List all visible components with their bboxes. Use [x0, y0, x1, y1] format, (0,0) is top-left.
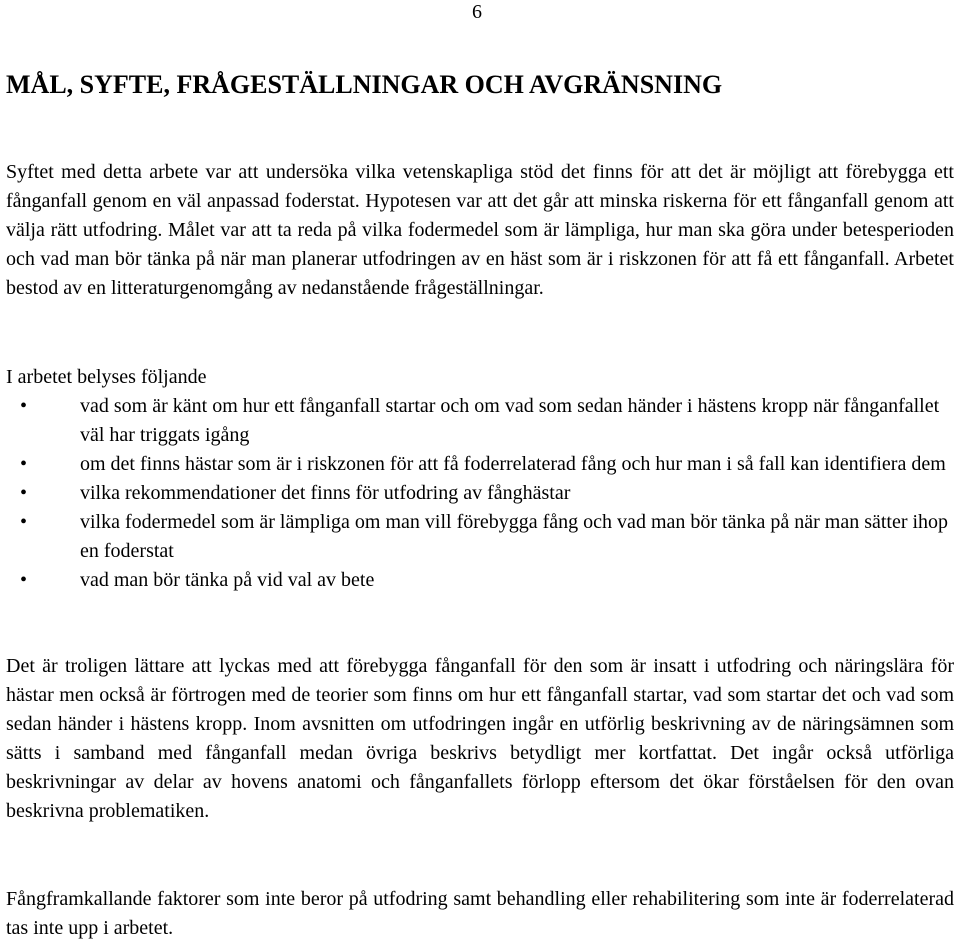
list-item-text: vad man bör tänka på vid val av bete: [80, 569, 375, 591]
list-item: [6, 566, 954, 595]
list-intro: I arbetet belyses följande: [6, 366, 207, 388]
page-title: MÅL, SYFTE, FRÅGESTÄLLNINGAR OCH AVGRÄNSNING: [6, 70, 723, 99]
bullet-icon: •: [20, 482, 28, 504]
bullet-icon: •: [20, 569, 28, 591]
bullet-icon: •: [20, 395, 28, 417]
list-item: [6, 508, 954, 566]
list-item: [6, 392, 954, 450]
background-paragraph: Det är troligen lättare att lyckas med att förebygga fånganfall för den som är insatt i utfodring och näringslära för hästar men också är förtrogen med de teorier som finns om hur ett fånganfall startar, vad som startar det och vad som sedan händer i hästens kropp. Inom avsnitten om utfodringen ingår en utförlig beskrivning av de näringsämnen som sätts i samband med fånganfall medan övriga beskrivs betydligt mer kortfattat. Det ingår också utförliga beskrivningar av delar av hovens anatomi och fånganfallets förlopp eftersom det ökar förståelsen för den ovan beskrivna problematiken.: [6, 655, 954, 822]
list-item-text: om det finns hästar som är i riskzonen för att få foderrelaterad fång och hur man i så fall kan identifiera dem: [80, 453, 946, 475]
question-list: [6, 392, 954, 595]
page-number: 6: [472, 1, 482, 23]
scope-paragraph: Fångframkallande faktorer som inte beror på utfodring samt behandling eller rehabilitering som inte är foderrelaterad tas inte upp i arbetet.: [6, 888, 954, 939]
list-item: [6, 450, 954, 479]
list-item-text: vilka rekommendationer det finns för utfodring av fånghästar: [80, 482, 571, 504]
bullet-icon: •: [20, 511, 28, 533]
list-item-text: vilka fodermedel som är lämpliga om man vill förebygga fång och vad man bör tänka på när man sätter ihop en foderstat: [80, 511, 949, 562]
list-item: [6, 479, 954, 508]
list-item-text: vad som är känt om hur ett fånganfall startar och om vad som sedan händer i hästens kropp när fånganfallet väl har triggats igång: [80, 395, 940, 446]
purpose-paragraph: Syftet med detta arbete var att undersöka vilka vetenskapliga stöd det finns för att det är möjligt att förebygga ett fånganfall genom en väl anpassad foderstat. Hypotesen var att det går att minska riskerna för ett fånganfall genom att välja rätt utfodring. Målet var att ta reda på vilka fodermedel som är lämpliga, hur man ska göra under betesperioden och vad man bör tänka på när man planerar utfodringen av en häst som är i riskzonen för att få ett fånganfall. Arbetet bestod av en litteraturgenomgång av nedanstående frågeställningar.: [6, 161, 954, 299]
bullet-icon: •: [20, 453, 28, 475]
